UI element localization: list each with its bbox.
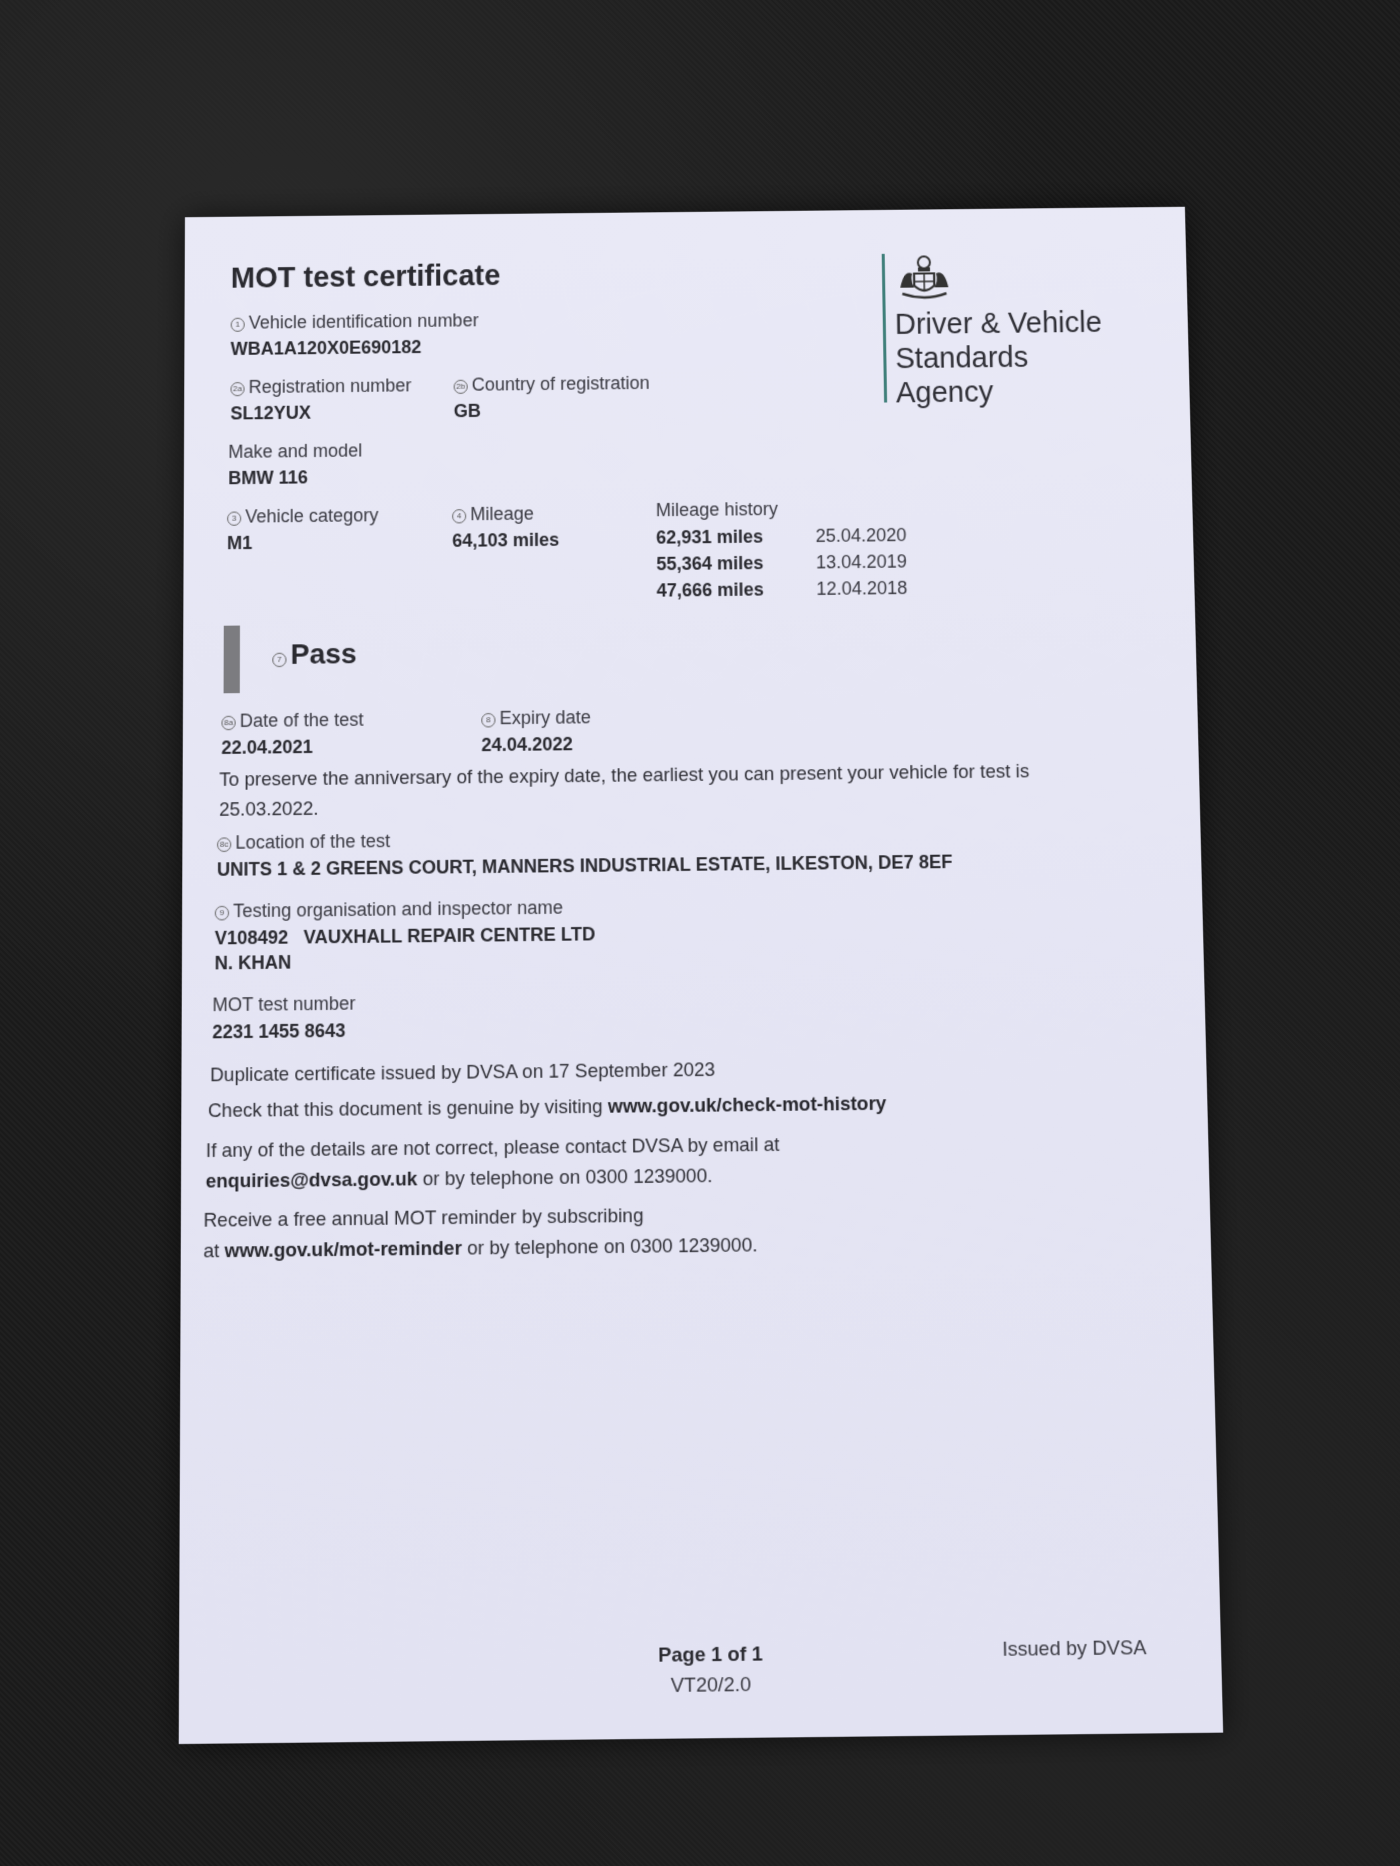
- issued-by: Issued by DVSA: [1002, 1636, 1147, 1662]
- history-date: 12.04.2018: [816, 577, 908, 600]
- location-value: UNITS 1 & 2 GREENS COURT, MANNERS INDUSTRIAL ESTATE, ILKESTON, DE7 8EF: [216, 851, 953, 880]
- category-label: 3 Vehicle category: [227, 505, 378, 528]
- org-value: [215, 924, 596, 950]
- history-miles: 47,666 miles: [656, 579, 765, 601]
- agency-line-3: Agency: [895, 376, 994, 410]
- mileage-history-row: [656, 548, 907, 577]
- test-number-value: 2231 1455 8643: [212, 1020, 346, 1043]
- field-number-icon: 4: [452, 509, 466, 523]
- field-number-icon: 7: [272, 653, 286, 667]
- country-value: GB: [453, 400, 481, 422]
- mileage-history-row: [656, 575, 907, 604]
- mileage-history-label: Mileage history: [655, 498, 779, 521]
- result-bar: [224, 626, 240, 694]
- field-number-icon: 2b: [454, 380, 468, 394]
- agency-line-1: Driver & Vehicle: [894, 306, 1103, 341]
- field-number-icon: 9: [215, 906, 229, 921]
- mot-reminder-link[interactable]: www.gov.uk/mot-reminder: [224, 1236, 462, 1262]
- reminder-note: Receive a free annual MOT reminder by subscribing at www.gov.uk/mot-reminder or by telephone on 0300 1239000.: [203, 1203, 758, 1262]
- contact-note: If any of the details are not correct, please contact DVSA by email at enquiries@dvsa.gov.uk or by telephone on 0300 1239000.: [205, 1132, 780, 1192]
- certificate-title: MOT test certificate: [230, 259, 501, 295]
- mileage-value: 64,103 miles: [452, 529, 560, 551]
- expiry-value: 24.04.2022: [481, 733, 573, 756]
- check-note: Check that this document is genuine by visiting www.gov.uk/check-mot-history: [207, 1091, 887, 1122]
- expiry-label: 8 Expiry date: [481, 707, 591, 730]
- duplicate-note: Duplicate certificate issued by DVSA on 17 September 2023: [210, 1058, 716, 1086]
- registration-label: 2a Registration number: [230, 375, 411, 398]
- org-label: 9 Testing organisation and inspector name: [215, 897, 563, 923]
- country-label: 2b Country of registration: [454, 373, 650, 396]
- history-date: 13.04.2019: [815, 551, 908, 573]
- contact-email-link[interactable]: enquiries@dvsa.gov.uk: [205, 1167, 418, 1192]
- category-value: M1: [227, 532, 253, 554]
- mot-certificate-sheet: [179, 207, 1223, 1744]
- inspector-name: N. KHAN: [214, 951, 292, 974]
- result-text: Pass: [290, 637, 357, 671]
- vin-label: 1 Vehicle identification number: [231, 310, 479, 334]
- mileage-label: 4 Mileage: [452, 503, 534, 525]
- agency-name: [895, 306, 1104, 411]
- org-name: VAUXHALL REPAIR CENTRE LTD: [303, 923, 596, 948]
- page-footer: [606, 1643, 815, 1699]
- field-number-icon: 8a: [221, 716, 235, 731]
- vin-value: WBA1A120X0E690182: [230, 336, 422, 360]
- history-miles: 62,931 miles: [656, 526, 764, 548]
- agency-line-2: Standards: [895, 341, 1029, 376]
- mileage-history-row: [656, 522, 907, 551]
- agency-rule: [882, 254, 887, 403]
- make-model-value: BMW 116: [228, 467, 308, 489]
- test-date-label: 8a Date of the test: [221, 709, 363, 732]
- field-number-icon: 1: [231, 318, 245, 332]
- form-code: VT20/2.0: [670, 1673, 752, 1698]
- result: [272, 638, 357, 672]
- registration-value: SL12YUX: [230, 402, 311, 424]
- history-miles: 55,364 miles: [656, 552, 764, 575]
- mileage-history-list: [656, 522, 908, 604]
- test-number-label: MOT test number: [212, 992, 356, 1016]
- make-model-label: Make and model: [228, 440, 363, 462]
- field-number-icon: 2a: [230, 382, 244, 396]
- page-number: Page 1 of 1: [658, 1643, 763, 1668]
- royal-coat-of-arms-icon: [896, 253, 953, 302]
- org-code: V108492: [214, 926, 289, 949]
- test-date-value: 22.04.2021: [221, 736, 313, 759]
- field-number-icon: 3: [227, 511, 241, 525]
- history-date: 25.04.2020: [815, 524, 907, 547]
- field-number-icon: 8: [481, 713, 495, 728]
- check-mot-history-link[interactable]: www.gov.uk/check-mot-history: [607, 1091, 887, 1117]
- location-label: 8c Location of the test: [217, 831, 390, 855]
- anniversary-note: To preserve the anniversary of the expiry date, the earliest you can present your vehicle for test is 25.03.2022.: [219, 759, 1030, 820]
- field-number-icon: 8c: [217, 837, 231, 852]
